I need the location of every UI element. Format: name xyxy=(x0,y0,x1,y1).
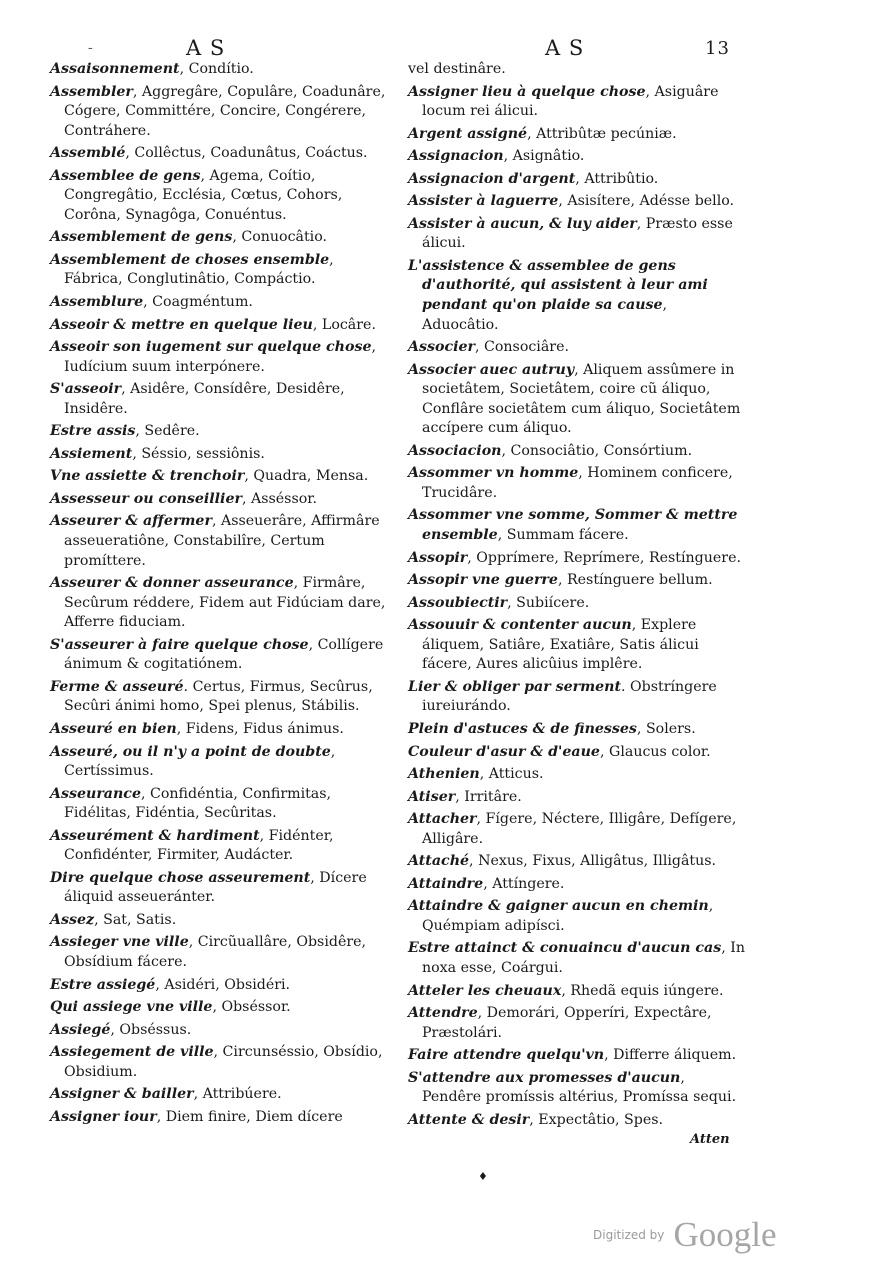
entry-headword: Assopir vne guerre xyxy=(408,572,558,589)
entry-translation: , Asignâtio. xyxy=(503,148,585,165)
entry-headword: Assez xyxy=(50,911,95,928)
entry-headword: Assesseur ou conseillier xyxy=(50,490,242,507)
dictionary-entry xyxy=(50,743,388,782)
entry-translation: , In noxa esse, Coárgui. xyxy=(422,940,745,976)
entry-headword: Assigner iour xyxy=(50,1108,157,1125)
entry-headword: S'attendre aux promesses d'aucun xyxy=(408,1069,681,1086)
entry-headword: Assembler xyxy=(50,83,133,100)
dictionary-entry xyxy=(50,574,388,633)
dictionary-entry xyxy=(408,147,746,167)
entry-translation: , Firmâre, Secûrum réddere, Fidem aut Fidúciam dare, Afferre fiduciam. xyxy=(64,575,386,631)
dictionary-entry xyxy=(408,788,746,808)
dictionary-entry xyxy=(50,720,388,740)
entry-headword: Atiser xyxy=(408,788,456,805)
dictionary-entry xyxy=(50,167,388,226)
entry-headword: L'assistence & assemblee de gens d'authorité, qui assistent à leur ami pendant qu'on plaide sa cause xyxy=(408,257,708,314)
dictionary-entry xyxy=(50,251,388,290)
entry-translation: , Atticus. xyxy=(479,766,544,783)
entry-headword: Asseoir & mettre en quelque lieu xyxy=(50,316,313,333)
entry-headword: Assemblement de gens xyxy=(50,229,233,246)
entry-translation: , Præsto esse álicui. xyxy=(422,215,733,252)
dictionary-entry xyxy=(408,810,746,849)
entry-translation: , Asisítere, Adésse bello. xyxy=(558,193,735,210)
dictionary-entry xyxy=(408,678,746,717)
dictionary-entry xyxy=(408,125,746,145)
entry-translation: , Diem finire, Diem dícere xyxy=(156,1108,343,1125)
entry-headword: Asseurance xyxy=(50,785,141,802)
entry-translation: , Summam fácere. xyxy=(497,527,629,544)
entry-headword: Atteler les cheuaux xyxy=(408,982,562,999)
entry-headword: Assemblee de gens xyxy=(50,167,201,184)
entry-headword: Asseuré en bien xyxy=(50,720,177,737)
entry-headword: Assieger vne ville xyxy=(50,934,189,951)
entry-headword: Assiegement de ville xyxy=(50,1044,214,1061)
entry-headword: Assommer vne somme, Sommer & mettre ensemble xyxy=(408,507,738,544)
entry-translation: , Pendêre promíssis altérius, Promíssa sequi. xyxy=(422,1069,737,1106)
dictionary-entry xyxy=(50,1085,388,1105)
entry-headword: Vne assiette & trenchoir xyxy=(50,468,245,485)
entry-translation: vel destinâre. xyxy=(408,61,506,77)
entry-translation: , Aliquem assûmere in societâtem, Societâtem, coire cũ áliquo, Conflâre societâtem cum áliquo, Societâtem accípere cum áliquo. xyxy=(422,361,741,437)
dictionary-entry xyxy=(408,1069,746,1108)
dictionary-entry xyxy=(408,1004,746,1043)
stamp-prefix: Digitized by xyxy=(593,1228,665,1242)
entry-headword: Attaindre & gaigner aucun en chemin xyxy=(408,898,709,915)
running-head-left: A S xyxy=(186,36,226,60)
dictionary-entry xyxy=(50,228,388,248)
entry-headword: Qui assiege vne ville xyxy=(50,999,213,1016)
entry-translation: , Quadra, Mensa. xyxy=(244,468,369,485)
entry-translation: , Rhedã equis iúngere. xyxy=(561,982,724,999)
entry-translation: , Séssio, sessiônis. xyxy=(132,445,265,462)
entry-translation: , Consociâtio, Consórtium. xyxy=(501,442,693,459)
entry-translation: , Asidéri, Obsidéri. xyxy=(155,976,291,993)
entry-headword: Faire attendre quelqu'vn xyxy=(408,1047,605,1064)
margin-mark: - xyxy=(88,40,93,56)
entry-headword: Estre attainct & conuaincu d'aucun cas xyxy=(408,940,722,957)
dictionary-entry xyxy=(408,765,746,785)
dictionary-entry xyxy=(50,144,388,164)
entry-headword: Assister à laguerre xyxy=(408,193,559,210)
dictionary-entry xyxy=(408,215,746,254)
dictionary-entry xyxy=(50,785,388,824)
left-column xyxy=(50,60,388,1130)
dictionary-entry xyxy=(408,257,746,335)
dictionary-entry xyxy=(408,549,746,569)
entry-headword: Assemblé xyxy=(50,145,126,162)
entry-headword: Assopir xyxy=(408,549,468,566)
dictionary-entry xyxy=(50,636,388,675)
entry-translation: , Fábrica, Conglutinâtio, Compáctio. xyxy=(64,251,334,288)
running-head-right-letters: A S xyxy=(545,36,585,60)
dictionary-entry xyxy=(50,1043,388,1082)
entry-headword: Asseurément & hardiment xyxy=(50,827,260,844)
entry-translation: , Irritâre. xyxy=(455,788,522,805)
dictionary-entry xyxy=(50,445,388,465)
entry-headword: Assiegé xyxy=(50,1021,111,1038)
dictionary-entry xyxy=(50,293,388,313)
entry-translation: , Explere áliquem, Satiâre, Exatiâre, Satis álicui fácere, Aures alicûius implêre. xyxy=(422,617,699,673)
dictionary-entry xyxy=(408,720,746,740)
dictionary-entry xyxy=(408,875,746,895)
entry-translation: , Quémpiam adipísci. xyxy=(422,898,714,934)
dictionary-entry xyxy=(50,976,388,996)
entry-translation: , Collêctus, Coadunâtus, Coáctus. xyxy=(125,145,368,162)
dictionary-entry xyxy=(408,192,746,212)
entry-translation: , Nexus, Fixus, Alligâtus, Illigâtus. xyxy=(469,853,717,870)
dictionary-entry xyxy=(408,852,746,872)
dictionary-entry xyxy=(408,571,746,591)
entry-translation: , Locâre. xyxy=(312,316,376,333)
entry-headword: Couleur d'asur & d'eaue xyxy=(408,743,600,760)
page-number: 13 xyxy=(705,38,730,59)
dictionary-entry xyxy=(50,490,388,510)
dictionary-entry xyxy=(408,1046,746,1066)
entry-headword: Asseurer & donner asseurance xyxy=(50,575,294,592)
dictionary-entry xyxy=(50,869,388,908)
dictionary-entry xyxy=(408,338,746,358)
entry-headword: Attaché xyxy=(408,853,470,870)
entry-translation: , Asiguâre locum rei álicui. xyxy=(422,83,719,120)
entry-headword: Asseoir son iugement sur quelque chose xyxy=(50,339,372,356)
running-head-right xyxy=(545,36,730,60)
dictionary-entry xyxy=(408,594,746,614)
dictionary-entry xyxy=(408,939,746,978)
entry-translation: , Solers. xyxy=(636,720,696,737)
dictionary-entry xyxy=(408,1111,746,1131)
dictionary-entry xyxy=(50,827,388,866)
entry-translation: , Iudícium suum interpónere. xyxy=(64,339,376,375)
entry-translation: , Aduocâtio. xyxy=(422,297,668,333)
entry-translation: . Certus, Firmus, Secûrus, Secûri ánimi homo, Spei plenus, Stábilis. xyxy=(64,678,373,715)
entry-headword: Argent assigné xyxy=(408,125,528,142)
entry-headword: Athenien xyxy=(408,766,480,783)
entry-headword: Asseurer & affermer xyxy=(50,513,212,530)
entry-headword: S'asseurer à faire quelque chose xyxy=(50,636,309,653)
dictionary-entry xyxy=(50,380,388,419)
dictionary-entry xyxy=(50,512,388,571)
entry-translation: , Subiícere. xyxy=(507,594,590,611)
entry-translation: , Agema, Coítio, Congregâtio, Ecclésia, Cœtus, Cohors, Corôna, Synagôga, Conuéntus. xyxy=(64,167,343,223)
dictionary-entry xyxy=(50,60,388,80)
dictionary-entry xyxy=(50,467,388,487)
entry-headword: Attaindre xyxy=(408,875,484,892)
dictionary-entry xyxy=(50,678,388,717)
dictionary-entry xyxy=(408,982,746,1002)
dictionary-entry xyxy=(50,1108,388,1128)
entry-headword: Assiement xyxy=(50,445,133,462)
entry-translation: , Hominem conficere, Trucidâre. xyxy=(422,465,733,501)
entry-headword: Estre assis xyxy=(50,423,136,440)
dictionary-entry xyxy=(408,897,746,936)
entry-headword: Attacher xyxy=(408,811,477,828)
catchword: Atten xyxy=(690,1132,730,1147)
entry-translation: , Restínguere bellum. xyxy=(557,572,713,589)
entry-translation: , Collígere ánimum & cogitatiónem. xyxy=(64,636,384,673)
entry-translation: , Attribúere. xyxy=(193,1086,282,1103)
entry-translation: . Obstríngere iureiurándo. xyxy=(422,678,717,715)
dictionary-entry xyxy=(50,911,388,931)
entry-translation: , Circunséssio, Obsídio, Obsidium. xyxy=(64,1044,383,1080)
entry-translation: , Asséssor. xyxy=(241,490,318,507)
entry-headword: Estre assiegé xyxy=(50,976,156,993)
entry-translation: , Opprímere, Reprímere, Restínguere. xyxy=(467,549,741,566)
entry-headword: Assigner lieu à quelque chose xyxy=(408,83,646,100)
entry-translation: , Asidêre, Consídêre, Desidêre, Insidêre. xyxy=(64,381,345,417)
entry-translation: , Fidens, Fidus ánimus. xyxy=(176,720,344,737)
entry-headword: Assouuir & contenter aucun xyxy=(408,617,632,634)
dictionary-entry xyxy=(50,338,388,377)
entry-translation: , Coagméntum. xyxy=(143,294,253,311)
dictionary-entry xyxy=(408,170,746,190)
dictionary-entry xyxy=(408,616,746,675)
entry-headword: Assignacion xyxy=(408,148,504,165)
entry-translation: , Attíngere. xyxy=(483,875,565,892)
entry-headword: Ferme & asseuré xyxy=(50,678,184,695)
entry-headword: Asseuré, ou il n'y a point de doubte xyxy=(50,743,331,760)
entry-headword: Associer xyxy=(408,339,475,356)
entry-headword: Attendre xyxy=(408,1005,478,1022)
entry-translation: , Glaucus color. xyxy=(599,743,711,760)
entry-translation: , Condítio. xyxy=(179,61,254,77)
entry-translation: , Fígere, Néctere, Illigâre, Defígere, Alligâre. xyxy=(422,811,737,847)
entry-translation: , Fidénter, Confidénter, Firmiter, Audácter. xyxy=(64,827,334,864)
entry-headword: Assommer vn homme xyxy=(408,465,579,482)
dictionary-entry xyxy=(408,83,746,122)
entry-translation: , Expectâtio, Spes. xyxy=(529,1111,664,1128)
entry-translation: , Certíssimus. xyxy=(64,743,336,780)
entry-translation: , Attribûtio. xyxy=(575,170,659,187)
entry-headword: Lier & obliger par serment xyxy=(408,678,621,695)
bottom-ornament: ♦ xyxy=(478,1170,488,1183)
entry-headword: Attente & desir xyxy=(408,1111,530,1128)
entry-headword: Associer auec autruy xyxy=(408,361,575,378)
entry-headword: Dire quelque chose asseurement xyxy=(50,869,311,886)
dictionary-entry xyxy=(50,998,388,1018)
entry-headword: S'asseoir xyxy=(50,381,122,398)
entry-headword: Assoubiectir xyxy=(408,594,508,611)
entry-translation: , Attribûtæ pecúniæ. xyxy=(527,125,677,142)
entry-headword: Assister à aucun, & luy aider xyxy=(408,215,637,232)
dictionary-entry xyxy=(50,422,388,442)
dictionary-entry xyxy=(408,506,746,545)
entry-translation: , Demorári, Opperíri, Expectâre, Præstolári. xyxy=(422,1005,712,1041)
entry-translation: , Confidéntia, Confirmitas, Fidélitas, Fidéntia, Secûritas. xyxy=(64,785,332,822)
entry-translation: , Conuocâtio. xyxy=(232,229,328,246)
entry-headword: Plein d'astuces & de finesses xyxy=(408,720,637,737)
digitized-stamp xyxy=(593,1215,777,1255)
entry-headword: Assemblement de choses ensemble xyxy=(50,251,330,268)
entry-headword: Assignacion d'argent xyxy=(408,170,576,187)
entry-headword: Assigner & bailler xyxy=(50,1086,194,1103)
dictionary-entry xyxy=(408,442,746,462)
dictionary-entry xyxy=(408,743,746,763)
entry-translation: , Aggregâre, Copulâre, Coadunâre, Cógere, Committére, Concire, Congérere, Contráhere. xyxy=(64,83,386,139)
entry-headword: Assemblure xyxy=(50,294,144,311)
entry-translation: , Sat, Satis. xyxy=(94,911,177,928)
entry-translation: , Dícere áliquid asseueránter. xyxy=(64,869,367,906)
entry-headword: Associacion xyxy=(408,442,502,459)
dictionary-entry xyxy=(408,361,746,439)
google-logo: Google xyxy=(673,1215,777,1254)
entry-translation: , Circũuallâre, Obsidêre, Obsídium fácere. xyxy=(64,934,367,970)
dictionary-entry xyxy=(408,60,746,80)
dictionary-entry xyxy=(50,1021,388,1041)
dictionary-entry xyxy=(50,316,388,336)
entry-translation: , Obséssus. xyxy=(110,1021,192,1038)
entry-headword: Assaisonnement xyxy=(50,61,180,77)
entry-translation: , Differre áliquem. xyxy=(604,1047,737,1064)
entry-translation: , Sedêre. xyxy=(135,423,200,440)
right-column xyxy=(408,60,746,1133)
dictionary-entry xyxy=(408,464,746,503)
entry-translation: , Asseuerâre, Affirmâre asseueratiône, Constabilîre, Certum promíttere. xyxy=(64,513,380,569)
entry-translation: , Obséssor. xyxy=(212,999,291,1016)
dictionary-entry xyxy=(50,933,388,972)
dictionary-entry xyxy=(50,83,388,142)
entry-translation: , Consociâre. xyxy=(474,339,569,356)
